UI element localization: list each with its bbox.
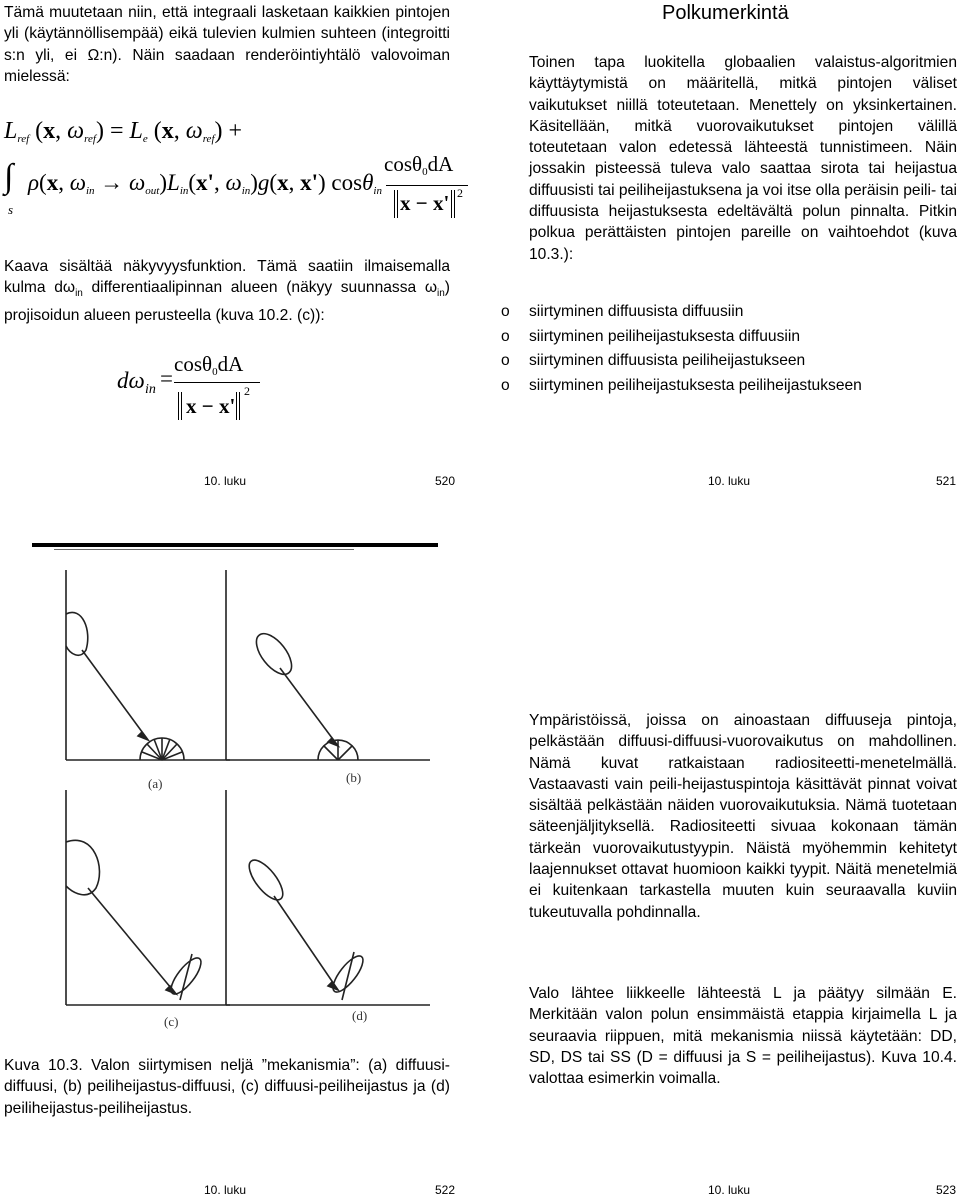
- eq-symbol: →: [100, 170, 124, 195]
- body-paragraph: Toinen tapa luokitella globaalien valaistus-algoritmien käyttäytymistä on määritellä, mitkä pintojen väliset vaikutukset niillä toteutetaan. Menettely on yksinkertainen. Käsitellään, mitkä vuorovaikutukset pintojen välillä toteutetaan valon edetessä lähteestä tunnistimeen. Näin jossakin pisteessä tuleva valo saattaa sirota tai heijastua diffuusisti tai peiliheijastuksena ja voi itse olla peräisin peili- tai diffuusista heijastuksesta edeltävältä polun pinnalta. Pitkin polkua perättäisten pintojen pareille on vaihtoehdot (kuva 10.3.):: [529, 54, 957, 263]
- list-item: [501, 349, 951, 374]
- bullet-list: [501, 300, 951, 398]
- eq-symbol: in: [179, 185, 189, 197]
- fraction-line: [174, 382, 260, 383]
- eq-symbol: x: [43, 118, 56, 144]
- bullet-mark: o: [501, 327, 510, 345]
- body-paragraph: Valo lähtee liikkeelle lähteestä L ja päätyy silmään E. Merkitään valon polun ensimmäistä etappia kirjaimella L ja seuraavia riippuen, mitä mekanismia niissä käytetään: DD, SD, DS tai SS (D = diffuusi ja S = peiliheijastus). Kuva 10.4. valottaa esimerkin voimalla.: [529, 985, 957, 1088]
- panel-label-d: (d): [352, 1008, 368, 1023]
- eq-symbol: =: [109, 118, 124, 144]
- panel-c-diagram: [66, 790, 230, 1005]
- description-text: differentiaalipinnan alueen (näkyy suunnassa ω: [82, 279, 437, 297]
- footer-chapter: 10. luku: [708, 1183, 751, 1197]
- body-paragraph: Ympäristöissä, joissa on ainoastaan diffuuseja pintoja, pelkästään diffuusi-diffuusi-vuorovaikutus on mahdollinen. Nämä kuvat ratkaistaan radiositeetti-menetelmällä. Vastaavasti vain peili-heijastuspintoja käsittävät pinnat voivat sisältää pelkästään näiden vuorovaikutuksia. Nämä tuotetaan säteenjäljityksellä. Radiositeetti sivuaa kokonaan tämän tärkeän vuorovaikutustyypin. Näistä myöhemmin kehitetyt laajennukset ottavat huomioon kaikki tyypit. Näitä menetelmiä ei kuitenkaan tarkastella muuten kuin seuraavalla kuviin tukeutuvalla pohdinnalla.: [529, 712, 957, 921]
- eq-symbol: x': [196, 170, 214, 195]
- eq-symbol: g: [257, 170, 270, 195]
- description-text: ) projisoidun alueen perusteella (kuva 10.2. (c)):: [4, 279, 450, 324]
- list-item: [501, 325, 951, 350]
- eq-symbol: ω: [67, 118, 85, 144]
- panel-d-diagram: [226, 790, 430, 1005]
- description-text: Kaava sisältää näkyvyysfunktion. Tämä saatiin ilmaisemalla kulma dω: [4, 258, 450, 297]
- description-paragraph: [4, 256, 450, 326]
- eq-symbol: ω: [129, 170, 146, 195]
- panel-a-diagram: [66, 570, 230, 760]
- fraction-denominator: x − x': [400, 191, 450, 215]
- eq-symbol: dω: [117, 368, 145, 393]
- footer-chapter: 10. luku: [708, 474, 751, 488]
- list-item-text: siirtyminen peiliheijastuksesta diffuusiin: [529, 327, 801, 345]
- eq-symbol: ω: [185, 118, 203, 144]
- eq-symbol: ρ: [28, 170, 40, 195]
- fraction-numerator: cosθ: [174, 352, 213, 376]
- eq-symbol: ref: [84, 133, 96, 145]
- footer-chapter: 10. luku: [204, 1183, 247, 1197]
- panel-label-a: (a): [148, 776, 163, 791]
- light-transport-figure: [30, 550, 450, 1030]
- rendering-equation: $L_{ref}$ (x, $\omega_{ref}) = L_e$ (x, $\omega_{ref}$) + ∫ s ρ(x, $\omega_{in} \to \omega_{out})L_{in}(x'$, $\omega_{in})g(x$, x') cosθ$_{in}$ cosθ0dA x − x' 2: [0, 110, 480, 230]
- eq-symbol: 2: [244, 384, 250, 398]
- list-item-text: siirtyminen diffuusista peiliheijastukseen: [529, 352, 806, 369]
- eq-symbol: 0: [422, 166, 428, 178]
- eq-symbol: x: [277, 170, 289, 195]
- list-item: [501, 300, 951, 325]
- list-item-text: siirtyminen diffuusista diffuusiin: [529, 303, 744, 320]
- subscript: in: [75, 288, 83, 300]
- fraction-numerator: cosθ: [384, 152, 423, 176]
- eq-symbol: out: [145, 185, 160, 197]
- fraction-denominator: x − x': [186, 394, 236, 418]
- eq-symbol: in: [85, 185, 95, 197]
- subscript: in: [437, 288, 445, 300]
- section-heading: Polkumerkintä: [662, 2, 789, 24]
- figure-caption: Kuva 10.3. Valon siirtymisen neljä ”mekanismia”: (a) diffuusi-diffuusi, (b) peiliheijastus-diffuusi, (c) diffuusi-peiliheijastus ja (d) peiliheijastus-peiliheijastus.: [4, 1057, 450, 1117]
- eq-symbol: in: [241, 185, 251, 197]
- list-item: [501, 374, 951, 399]
- eq-symbol: x': [300, 170, 318, 195]
- eq-symbol: x: [46, 170, 59, 195]
- eq-symbol: in: [145, 382, 156, 397]
- bullet-mark: o: [501, 303, 510, 320]
- bullet-mark: o: [501, 376, 510, 394]
- eq-symbol: +: [228, 118, 243, 144]
- eq-symbol: 2: [457, 186, 463, 200]
- eq-symbol: dA: [427, 152, 454, 176]
- footer-chapter: 10. luku: [204, 474, 247, 488]
- footer-page-number: 521: [936, 474, 957, 488]
- eq-symbol: e: [142, 133, 148, 145]
- bullet-mark: o: [501, 352, 510, 369]
- eq-symbol: ω: [225, 170, 242, 195]
- eq-symbol: s: [8, 202, 14, 217]
- footer-page-number: 520: [435, 474, 456, 488]
- eq-symbol: x: [161, 118, 174, 144]
- list-item-text: siirtyminen peiliheijastuksesta peiliheijastukseen: [529, 376, 862, 394]
- integral-sign: ∫: [4, 158, 14, 195]
- footer-page-number: 522: [435, 1183, 456, 1197]
- solid-angle-equation: [100, 352, 300, 432]
- intro-paragraph: Tämä muutetaan niin, että integraali lasketaan kaikkien pintojen yli (käytännöllisempää) eikä tulevien kulmien suhteen (integroitti s:n yli, ei Ω:n). Näin saadaan renderöintiyhtälö valovoiman mielessä:: [4, 4, 450, 85]
- panel-b-diagram: [226, 570, 430, 760]
- eq-symbol: cos: [331, 170, 363, 195]
- panel-label-b: (b): [346, 770, 362, 785]
- footer-page-number: 523: [936, 1183, 957, 1197]
- eq-symbol: in: [373, 185, 382, 197]
- eq-symbol: L: [4, 118, 18, 144]
- panel-label-c: (c): [164, 1014, 179, 1029]
- fraction-line: [386, 185, 468, 186]
- eq-symbol: ref: [17, 133, 30, 145]
- eq-symbol: dA: [217, 352, 244, 376]
- eq-symbol: L: [167, 170, 180, 195]
- eq-symbol: =: [160, 366, 173, 391]
- eq-symbol: ω: [69, 170, 86, 195]
- page-rule: [32, 543, 438, 547]
- eq-symbol: θ: [362, 170, 374, 195]
- eq-symbol: L: [129, 118, 143, 144]
- eq-symbol: ref: [202, 133, 215, 145]
- eq-symbol: 0: [212, 366, 218, 378]
